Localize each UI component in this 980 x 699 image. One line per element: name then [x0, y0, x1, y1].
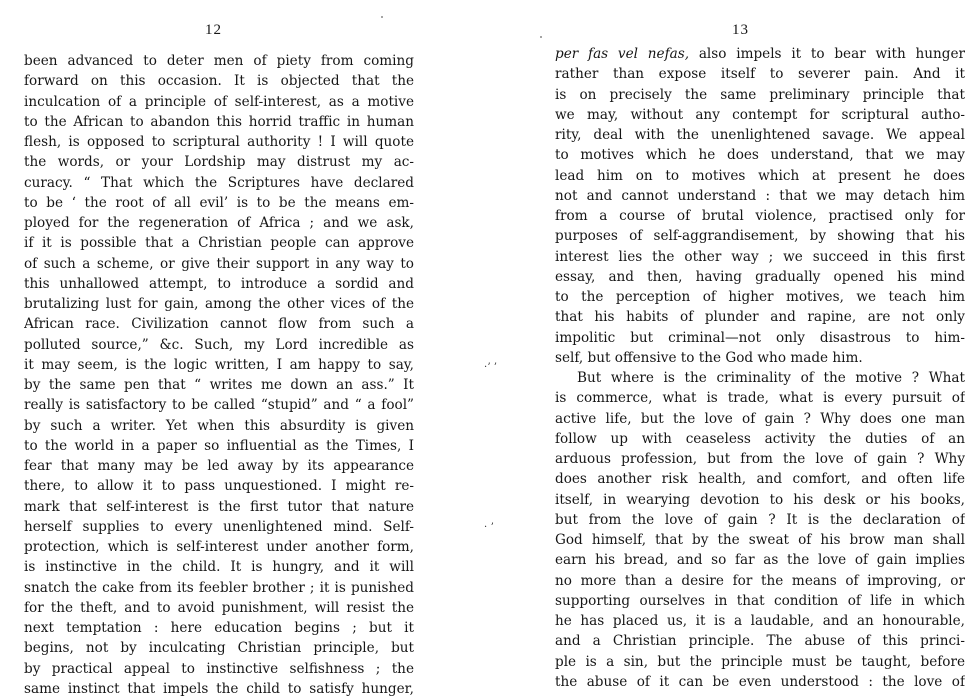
- text-line: from a course of brutal violence, practised only for: [555, 208, 965, 224]
- text-line: rather than expose itself to severer pain. And it: [555, 66, 965, 83]
- text-line: by such a writer. Yet when this absurdity is given: [24, 417, 414, 434]
- text-line: to be ‘ the root of all evil’ is to be the means em-: [24, 194, 414, 211]
- page-number-right: 13: [732, 22, 749, 38]
- text-line: of such a scheme, or give their support in any way to: [24, 255, 414, 272]
- text-line: does another risk health, and comfort, and often life: [555, 471, 965, 488]
- text-line: this unhallowed attempt, to introduce a sordid and: [24, 275, 414, 292]
- gutter-mark: ·ʼ ʼ: [484, 362, 497, 373]
- page-number-left: 12: [205, 22, 222, 38]
- text-line: to motives which he does understand, that we may: [555, 147, 965, 164]
- text-line: protection, which is self-interest under another form,: [24, 539, 414, 555]
- text-line: there, to allow it to pass unquestioned. I might re-: [24, 478, 414, 495]
- text-line: ple is a sin, but the principle must be taught, before: [555, 653, 965, 670]
- text-line: by practical appeal to instinctive selfishness ; the: [24, 660, 414, 677]
- text-line: not and cannot understand : that we may detach him: [555, 187, 965, 204]
- text-line: purposes of self-aggrandisement, by showing that his: [555, 228, 965, 245]
- text-line: earn his bread, and so far as the love of gain implies: [555, 552, 965, 569]
- text-line: flesh, is opposed to scriptural authority ! I will quote: [24, 134, 414, 150]
- text-line: mark that self-interest is the first tutor that nature: [24, 498, 414, 515]
- text-line: follow up with ceaseless activity the duties of an: [555, 430, 965, 447]
- right-page-text: [555, 44, 965, 692]
- text-line: arduous profession, but from the love of gain ? Why: [555, 451, 965, 467]
- text-line: to the perception of higher motives, we teach him: [555, 289, 965, 305]
- text-line: interest lies the other way ; we succeed in this first: [555, 248, 965, 265]
- text-line: to the world in a paper so influential as the Times, I: [24, 437, 414, 454]
- text-line: but from the love of gain ? It is the declaration of: [555, 511, 965, 528]
- text-line: to the African to abandon this horrid traffic in human: [24, 113, 414, 130]
- text-line: impolitic but criminal—not only disastrous to him-: [555, 329, 965, 346]
- text-line: that his habits of plunder and rapine, are not only: [555, 309, 965, 326]
- text-line: essay, and then, having gradually opened his mind: [555, 268, 965, 285]
- text-line: really is satisfactory to be called “stupid” and “ a fool”: [24, 397, 414, 414]
- text-line: by the same pen that “ writes me down an ass.” It: [24, 377, 414, 393]
- text-line: African race. Civilization cannot flow from such a: [24, 316, 414, 333]
- text-line: active life, but the love of gain ? Why does one man: [555, 410, 965, 427]
- text-line: same instinct that impels the child to satisfy hunger,: [24, 680, 414, 697]
- text-line: itself, in wearying devotion to his desk or his books,: [555, 491, 965, 508]
- text-line: if it is possible that a Christian people can approve: [24, 235, 414, 252]
- text-line: snatch the cake from its feebler brother ; it is punished: [24, 579, 414, 596]
- text-line: But where is the criminality of the motive ? What: [577, 370, 965, 386]
- text-line: forward on this occasion. It is objected that the: [24, 73, 414, 90]
- speck: [381, 16, 383, 18]
- latin-phrase: per fas vel nefas,: [555, 46, 690, 62]
- text-line: the abuse of it can be even understood : the love of: [555, 673, 965, 690]
- left-page-text: [24, 51, 414, 699]
- text-line: begins, not by inculcating Christian principle, but: [24, 640, 414, 657]
- text-line: is instinctive in the child. It is hungry, and it will: [24, 559, 414, 576]
- text-line: God himself, that by the sweat of his brow man shall: [555, 532, 965, 548]
- text-line-first: [555, 44, 965, 64]
- text-line: the words, or your Lordship may distrust my ac-: [24, 154, 414, 171]
- text-line: next temptation : here education begins ; but it: [24, 620, 414, 636]
- text-line: inculcation of a principle of self-interest, as a motive: [24, 93, 414, 110]
- text-line: herself supplies to every unenlightened mind. Self-: [24, 518, 414, 535]
- text-line: is on precisely the same preliminary principle that: [555, 86, 965, 103]
- text-line: no more than a desire for the means of improving, or: [555, 572, 965, 589]
- text-line: rity, deal with the unenlightened savage. We appeal: [555, 127, 965, 143]
- text-line: supporting ourselves in that condition of life in which: [555, 592, 965, 609]
- text-line: he has placed us, it is a laudable, and an honourable,: [555, 613, 965, 629]
- text-line: polluted source,” &c. Such, my Lord incredible as: [24, 336, 414, 353]
- text-line: been advanced to deter men of piety from coming: [24, 53, 414, 69]
- text-line: fear that many may be led away by its appearance: [24, 458, 414, 474]
- text-line: curacy. “ That which the Scriptures have declared: [24, 174, 414, 191]
- text-line: for the theft, and to avoid punishment, will resist the: [24, 599, 414, 616]
- text-line: brutalizing lust for gain, among the other vices of the: [24, 296, 414, 312]
- right-page: [505, 0, 980, 690]
- text-line: ployed for the regeneration of Africa ; and we ask,: [24, 215, 414, 231]
- text-line: lead him on to motives which at present he does: [555, 167, 965, 184]
- left-page: [0, 0, 470, 697]
- text-line: is commerce, what is trade, what is every pursuit of: [555, 390, 965, 407]
- text-line-rest: also impels it to bear with hunger: [689, 46, 965, 62]
- text-line: and a Christian principle. The abuse of this princi-: [555, 633, 965, 650]
- gutter-mark: · ʼ: [484, 522, 494, 533]
- text-line: we may, without any contempt for scriptural autho-: [555, 106, 965, 123]
- text-line: it may seem, is the logic written, I am happy to say,: [24, 356, 414, 373]
- text-line: self, but offensive to the God who made him.: [555, 349, 863, 366]
